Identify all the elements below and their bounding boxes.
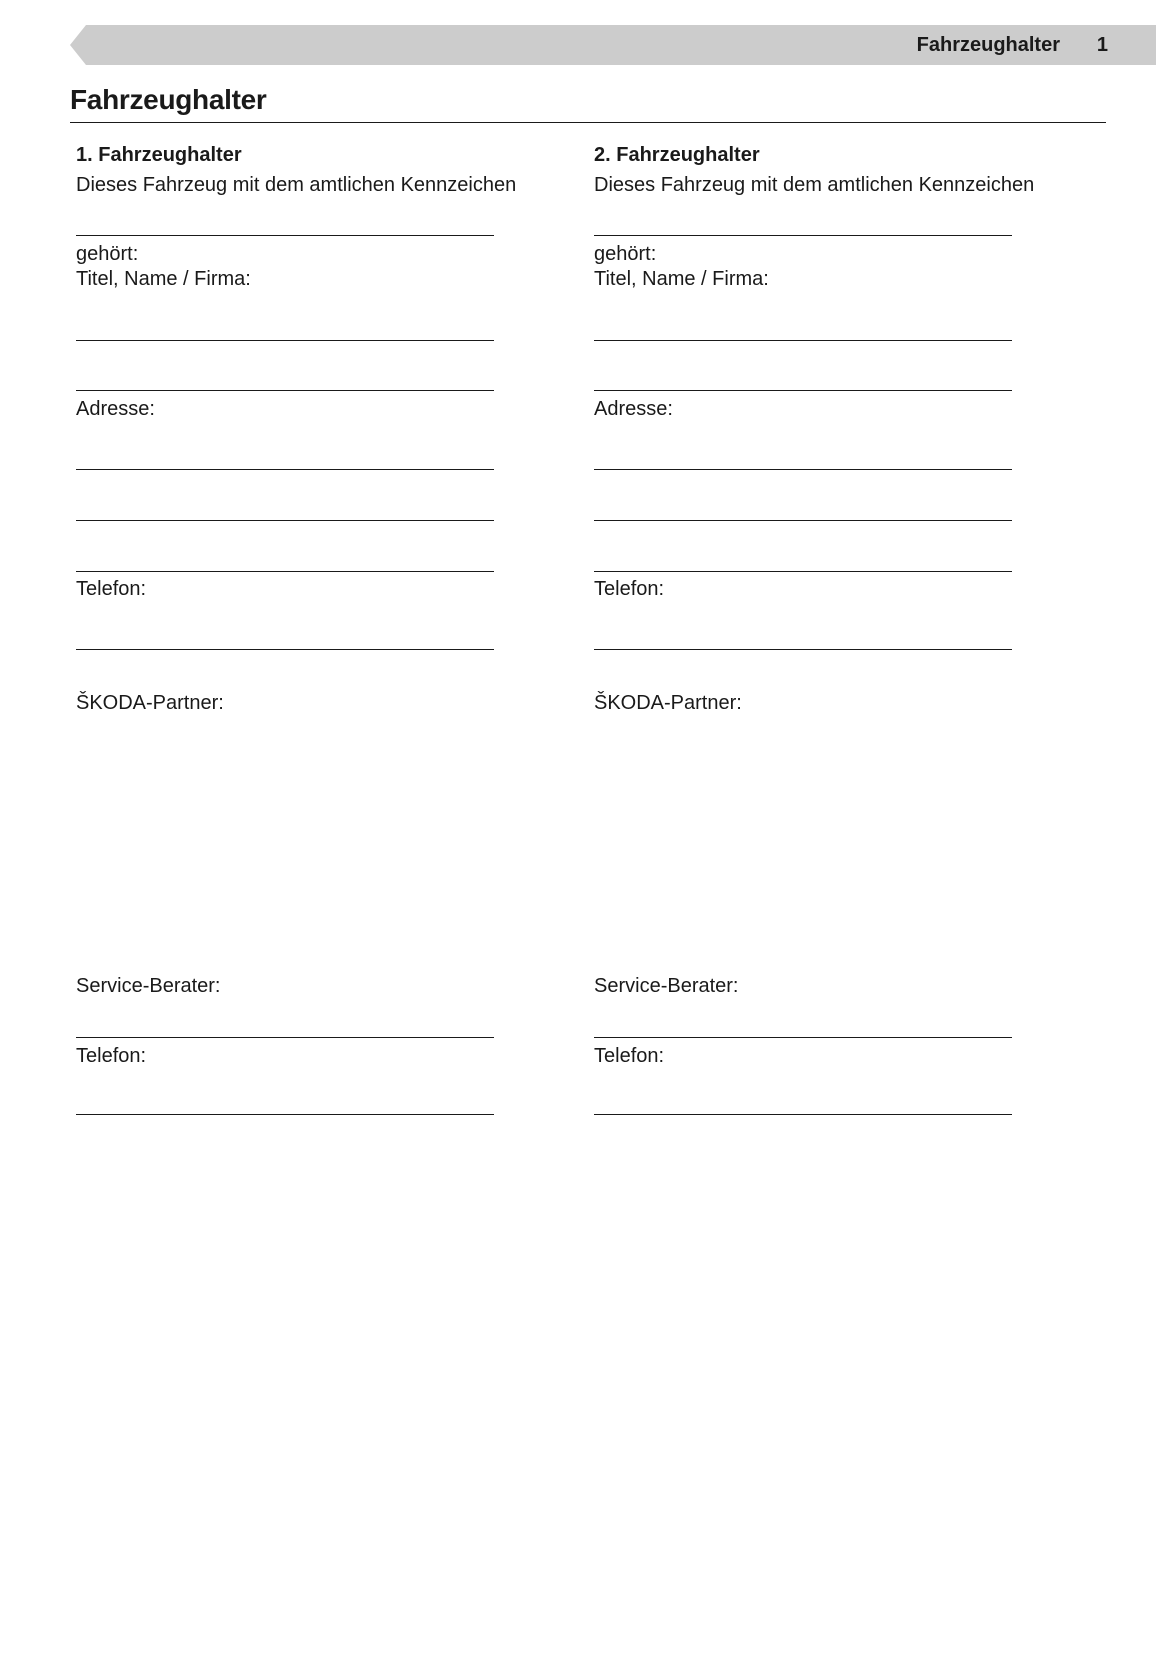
owner-2-column [594, 0, 1064, 1654]
owner-1-name-label: Titel, Name / Firma: [76, 268, 251, 290]
owner-2-address-line-3[interactable] [594, 571, 1012, 572]
owner-1-phone-label: Telefon: [76, 578, 147, 600]
owner-2-address-line-1[interactable] [594, 469, 1012, 470]
owner-1-address-line-1[interactable] [76, 469, 494, 470]
owner-2-address-label: Adresse: [594, 398, 673, 420]
owner-1-advisor-label: Service-Berater: [76, 975, 221, 997]
owner-2-name-label: Titel, Name / Firma: [594, 268, 769, 290]
owner-1-heading: 1. Fahrzeughalter [76, 144, 242, 166]
owner-2-intro: Dieses Fahrzeug mit dem amtlichen Kennzeichen [594, 174, 1035, 196]
owner-2-phone-label: Telefon: [594, 578, 665, 600]
owner-1-license-plate-line[interactable] [76, 235, 494, 236]
owner-1-phone-line[interactable] [76, 649, 494, 650]
owner-1-partner-label: ŠKODA-Partner: [76, 692, 224, 714]
owner-2-advisor-phone-label: Telefon: [594, 1045, 665, 1067]
page-number: 1 [1096, 34, 1108, 56]
owner-2-phone-line[interactable] [594, 649, 1012, 650]
owner-1-address-line-3[interactable] [76, 571, 494, 572]
owner-2-belongs-label: gehört: [594, 243, 657, 265]
owner-1-address-line-2[interactable] [76, 520, 494, 521]
owner-1-name-line-2[interactable] [76, 390, 494, 391]
owner-1-intro: Dieses Fahrzeug mit dem amtlichen Kennzeichen [76, 174, 517, 196]
owner-1-advisor-line[interactable] [76, 1037, 494, 1038]
owner-1-name-line-1[interactable] [76, 340, 494, 341]
owner-2-address-line-2[interactable] [594, 520, 1012, 521]
owner-2-name-line-1[interactable] [594, 340, 1012, 341]
owner-2-advisor-line[interactable] [594, 1037, 1012, 1038]
owner-2-advisor-phone-line[interactable] [594, 1114, 1012, 1115]
owner-1-advisor-phone-label: Telefon: [76, 1045, 147, 1067]
owner-2-license-plate-line[interactable] [594, 235, 1012, 236]
owner-1-belongs-label: gehört: [76, 243, 139, 265]
running-header-title: Fahrzeughalter [916, 34, 1060, 56]
owner-2-name-line-2[interactable] [594, 390, 1012, 391]
owner-1-column [76, 0, 546, 1654]
owner-2-partner-label: ŠKODA-Partner: [594, 692, 742, 714]
page-title: Fahrzeughalter [70, 84, 267, 115]
owner-2-advisor-label: Service-Berater: [594, 975, 739, 997]
owner-1-address-label: Adresse: [76, 398, 155, 420]
owner-1-advisor-phone-line[interactable] [76, 1114, 494, 1115]
owner-2-heading: 2. Fahrzeughalter [594, 144, 760, 166]
